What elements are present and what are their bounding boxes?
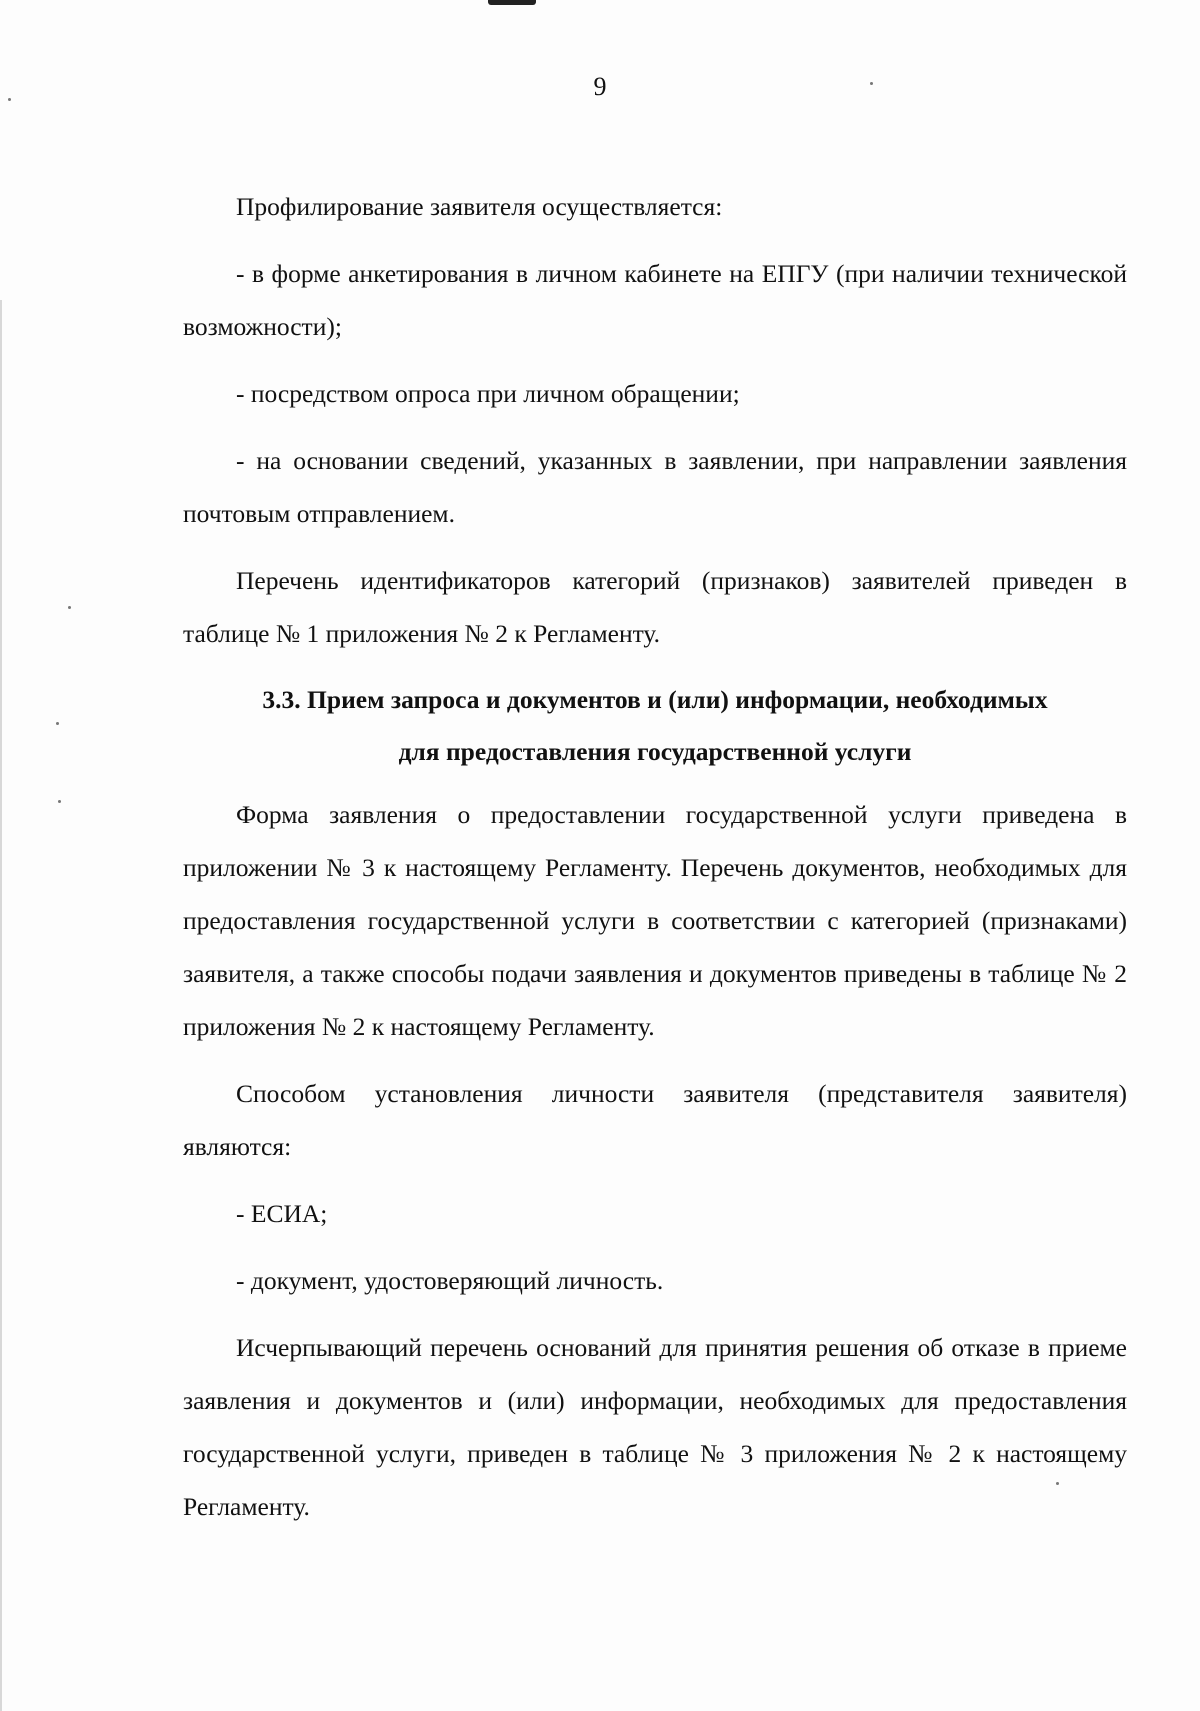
list-item-survey: - в форме анкетирования в личном кабинете на ЕПГУ (при наличии технической возможности);: [183, 259, 1127, 341]
list-item-interview: - посредством опроса при личном обращении;: [236, 379, 740, 408]
scan-speck: [870, 82, 873, 85]
paragraph-identifiers: Перечень идентификаторов категорий (признаков) заявителей приведен в таблице № 1 приложения № 2 к Регламенту.: [183, 566, 1127, 648]
scan-speck: [58, 800, 61, 803]
scan-speck: [68, 606, 71, 609]
scan-speck: [1056, 1482, 1059, 1485]
section-heading-line-1: 3.3. Прием запроса и документов и (или) информации, необходимых: [262, 685, 1048, 714]
scan-mark: [488, 0, 536, 5]
paragraph-identity-methods: Способом установления личности заявителя (представителя заявителя) являются:: [183, 1079, 1127, 1161]
scan-speck: [56, 722, 59, 725]
paragraph-profiling-intro: Профилирование заявителя осуществляется:: [236, 192, 723, 221]
list-item-esia: - ЕСИА;: [236, 1199, 328, 1228]
scan-edge-line: [0, 300, 2, 1711]
list-item-identity-document: - документ, удостоверяющий личность.: [236, 1266, 664, 1295]
section-heading: [183, 674, 1127, 778]
section-heading-line-2: для предоставления государственной услуги: [398, 737, 912, 766]
page-number: 9: [593, 72, 607, 101]
document-body: [183, 180, 1127, 1547]
list-item-mail: - на основании сведений, указанных в заявлении, при направлении заявления почтовым отправлением.: [183, 446, 1127, 528]
paragraph-refusal-grounds: Исчерпывающий перечень оснований для принятия решения об отказе в приеме заявления и документов и (или) информации, необходимых для предоставления государственной услуги, приведен в таблице № 3 приложения № 2 к настоящему Регламенту.: [183, 1333, 1127, 1521]
scan-speck: [8, 98, 11, 101]
paragraph-application-form: Форма заявления о предоставлении государственной услуги приведена в приложении № 3 к настоящему Регламенту. Перечень документов, необходимых для предоставления государственной услуги в соответствии с категорией (признаками) заявителя, а также способы подачи заявления и документов приведены в таблице № 2 приложения № 2 к настоящему Регламенту.: [183, 800, 1127, 1041]
